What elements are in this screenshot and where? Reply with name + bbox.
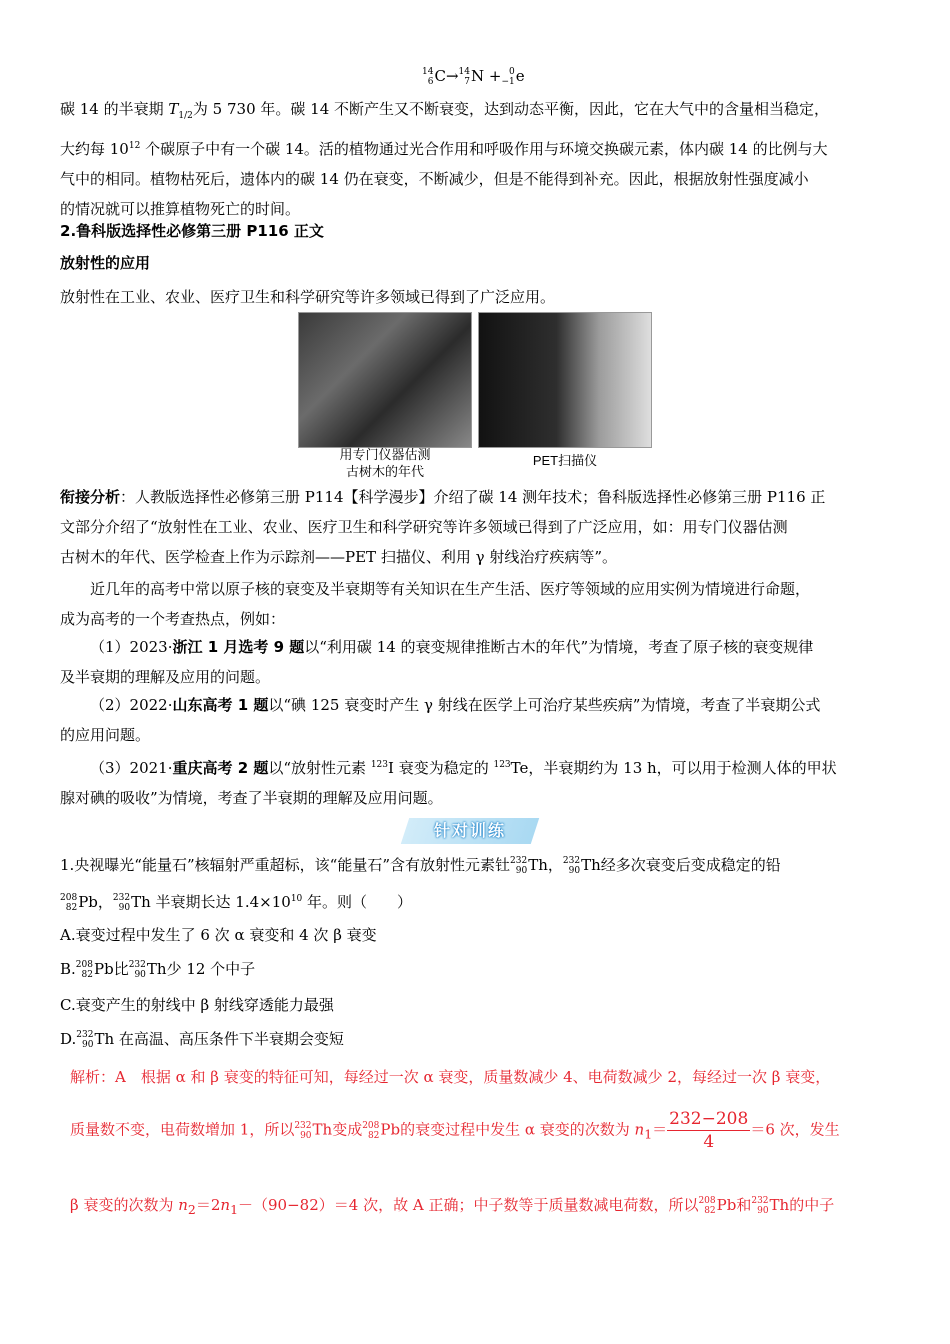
- figure-caption: 用专门仪器估测 古树木的年代: [339, 447, 431, 479]
- option-c[interactable]: C.衰变产生的射线中 β 射线穿透能力最强: [60, 996, 334, 1014]
- option-b[interactable]: B. 208 82 Pb比 232 90 Th少 12 个中子: [60, 960, 256, 980]
- section-subheading: 放射性的应用: [60, 254, 151, 272]
- pet-scanner-photo: [478, 312, 652, 448]
- exam-example-1: （1）2023·浙江 1 月选考 9 题以“利用碳 14 的衰变规律推断古木的年代”为情境，考查了原子核的衰变规律 及半衰期的理解及应用的问题。: [60, 638, 814, 686]
- analysis-paragraph: 衔接分析：人教版选择性必修第三册 P114【科学漫步】介绍了碳 14 测年技术；鲁科版选择性必修第三册 P116 正 文部分介绍了“放射性在工业、农业、医疗卫生和科学研究等许多领域已得到了广泛应用，如：用专门仪器估测 古树木的年代、医学检查上作为示踪剂——PET 扫描仪、利用 γ 射线治疗疾病等”。: [60, 488, 826, 566]
- exam-example-2: （2）2022·山东高考 1 题以“碘 125 衰变时产生 γ 射线在医学上可治疗某些疾病”为情境，考查了半衰期公式 的应用问题。: [60, 696, 821, 744]
- figure-caption: PET扫描仪: [532, 453, 598, 468]
- section-heading: 2.鲁科版选择性必修第三册 P116 正文: [60, 222, 324, 240]
- intro-paragraph: 碳 14 的半衰期 $T_{1/2}$为 5 730 年。碳 14 不断产生又不断衰变，达到动态平衡，因此，它在大气中的含量相当稳定， 大约每 $10^{12}$ 个碳原子中有一个碳 14。活的植物通过光合作用和呼吸作用与环境交换碳元素，体内碳 14 的比例与大 气中的相同。植物枯死后，遗体内的碳 14 仍在衰变，不断减少，但是不能得到补充。因此，根据放射性强度减小 的情况就可以推算植物死亡的时间。: [60, 100, 830, 218]
- fraction: $\frac{232-208}{4}$: [669, 1109, 749, 1152]
- analysis-label: 衔接分析: [60, 488, 121, 506]
- section-banner: 针对训练: [433, 821, 506, 840]
- exam-example-3: （3）2021·重庆高考 2 题以“放射性元素 $^{123}$I 衰变为稳定的 $^{123}$Te，半衰期约为 13 h，可以用于检测人体的甲状 腺对碘的吸收”为情境，考查了半衰期的理解及应用问题。: [60, 759, 837, 807]
- exam-intro-paragraph: 近几年的高考中常以原子核的衰变及半衰期等有关知识在生产生活、医疗等领域的应用实例为情境进行命题， 成为高考的一个考查热点，例如：: [60, 580, 811, 628]
- question-1: 1.央视曝光“能量石”核辐射严重超标，该“能量石”含有放射性元素钍 232 90 Th， 232 90 Th经多次衰变后变成稳定的铅 208 82 Pb， 232 90 Th 半衰期长达 $1.4\times 10^{10}$ 年。则（ ）: [60, 856, 781, 913]
- option-d[interactable]: D. 232 90 Th 在高温、高压条件下半衰期会变短: [60, 1030, 344, 1050]
- option-a[interactable]: A.衰变过程中发生了 6 次 α 衰变和 4 次 β 衰变: [60, 926, 377, 944]
- solution-line-2: 质量数不变，电荷数增加 1，所以 232 90 Th变成 208 82 Pb的衰变过程中发生 α 衰变的次数为 $n_1=$ $\frac{232-208}{4}$ ＝6 次，发生: [70, 1109, 840, 1152]
- solution-line-1: 解析：A 根据 α 和 β 衰变的特征可知，每经过一次 α 衰变，质量数减少 4、电荷数减少 2，每经过一次 β 衰变，: [70, 1068, 831, 1086]
- tree-dating-photo: [298, 312, 472, 448]
- figure-tree-dating: [298, 312, 472, 479]
- figure-pet-scanner: [478, 312, 652, 476]
- decay-equation: 14 6 C→ 14 7 N + 0 −1 e: [422, 67, 525, 87]
- section-body: 放射性在工业、农业、医疗卫生和科学研究等许多领域已得到了广泛应用。: [60, 288, 556, 306]
- solution-line-3: β 衰变的次数为 $n_2=2n_1-(90-82)=4$ 次，故 A 正确；中子数等于质量数减电荷数，所以 208 82 Pb和 232 90 Th的中子: [70, 1196, 835, 1217]
